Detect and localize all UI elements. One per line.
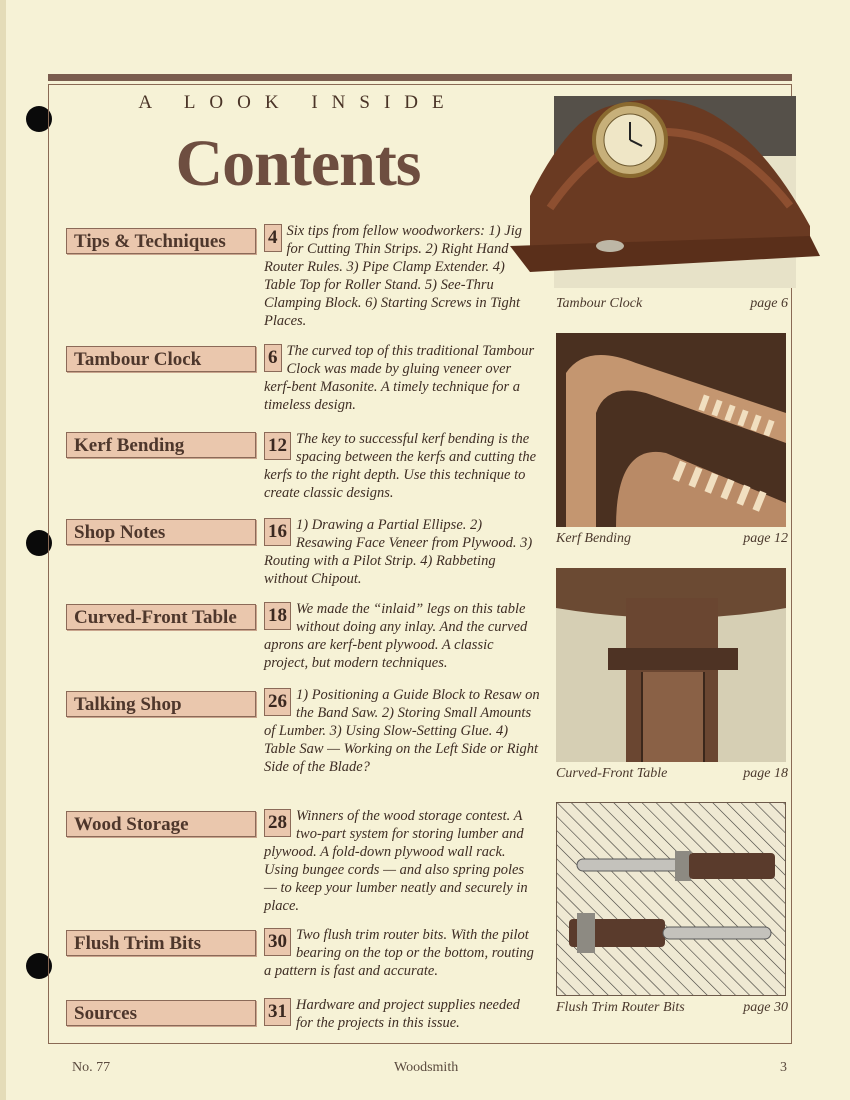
page-title: Contents: [175, 127, 421, 200]
entry-curved-front-table: [264, 600, 540, 672]
entry-sources: [264, 996, 540, 1032]
page-number-box[interactable]: 4: [264, 224, 282, 252]
section-label-flush-trim-bits[interactable]: Flush Trim Bits: [66, 930, 256, 956]
page-number-box[interactable]: 16: [264, 518, 291, 546]
tambour-clock-photo: [510, 96, 820, 288]
entry-description: Two flush trim router bits. With the pilot bearing on the top or the bottom, routing a pattern is fast and accurate.: [264, 927, 534, 979]
flush-trim-bits-photo: [556, 802, 786, 996]
entry-flush-trim-bits: [264, 926, 540, 980]
entry-description: 1) Positioning a Guide Block to Resaw on the Band Saw. 2) Storing Small Amounts of Lumber. 3) Using Slow-Setting Glue. 4) Table Saw — Working on the Left Side or Right Side of the Blade?: [264, 687, 540, 775]
section-label-talking-shop[interactable]: Talking Shop: [66, 691, 256, 717]
issue-number: No. 77: [72, 1060, 111, 1075]
caption-page[interactable]: page 30: [743, 1000, 788, 1015]
section-label-shop-notes[interactable]: Shop Notes: [66, 519, 256, 545]
caption-kerf-bending: [556, 531, 788, 547]
caption-tambour-clock: [556, 296, 788, 312]
entry-wood-storage: [264, 807, 540, 915]
section-label-wood-storage[interactable]: Wood Storage: [66, 811, 256, 837]
caption-text: Kerf Bending: [556, 531, 632, 546]
section-label-sources[interactable]: Sources: [66, 1000, 256, 1026]
page-number-box[interactable]: 31: [264, 998, 291, 1026]
entry-description: The curved top of this traditional Tambour Clock was made by gluing veneer over kerf-bent Masonite. A timely technique for a timeless design.: [264, 343, 535, 413]
caption-page[interactable]: page 18: [743, 766, 788, 781]
entry-shop-notes: [264, 516, 540, 588]
caption-text: Flush Trim Router Bits: [556, 1000, 685, 1015]
entry-kerf-bending: [264, 430, 540, 502]
caption-page[interactable]: page 6: [750, 296, 788, 311]
top-rule: [48, 74, 792, 81]
entry-description: We made the “inlaid” legs on this table without doing any inlay. And the curved aprons are kerf-bent plywood. A classic project, but modern techniques.: [264, 601, 528, 671]
curved-front-table-photo: [556, 568, 786, 762]
caption-text: Curved-Front Table: [556, 766, 668, 781]
entry-tambour-clock: [264, 342, 540, 414]
section-label-curved-front-table[interactable]: Curved-Front Table: [66, 604, 256, 630]
section-label-tambour-clock[interactable]: Tambour Clock: [66, 346, 256, 372]
caption-page[interactable]: page 12: [743, 531, 788, 546]
caption-text: Tambour Clock: [556, 296, 643, 311]
entry-description: Six tips from fellow woodworkers: 1) Jig for Cutting Thin Strips. 2) Right Hand Router Rules. 3) Pipe Clamp Extender. 4) Table Top for Roller Stand. 5) See-Thru Clamping Block. 6) Starting Screws in Tight Places.: [264, 223, 522, 329]
caption-curved-front-table: [556, 766, 788, 782]
entry-description: Winners of the wood storage contest. A two-part system for storing lumber and plywood. A fold-down plywood wall rack. Using bungee cords — and also spring poles — to keep your lumber neatly and securely in place.: [264, 808, 528, 914]
magazine-name: Woodsmith: [394, 1060, 459, 1075]
page-number-box[interactable]: 30: [264, 928, 291, 956]
page-number-box[interactable]: 18: [264, 602, 291, 630]
entry-description: Hardware and project supplies needed for the projects in this issue.: [296, 997, 520, 1031]
kerf-bending-photo: [556, 333, 786, 527]
page-number: 3: [780, 1060, 787, 1075]
entry-talking-shop: [264, 686, 540, 776]
page-number-box[interactable]: 28: [264, 809, 291, 837]
entry-description: 1) Drawing a Partial Ellipse. 2) Resawing Face Veneer from Plywood. 3) Routing with a Pilot Strip. 4) Rabbeting without Chipout.: [264, 517, 533, 587]
page-edge: [0, 0, 6, 1100]
page-number-box[interactable]: 12: [264, 432, 291, 460]
section-label-tips[interactable]: Tips & Techniques: [66, 228, 256, 254]
entry-tips: [264, 222, 540, 330]
section-kicker: A LOOK INSIDE: [138, 92, 458, 113]
caption-flush-trim-bits: [556, 1000, 788, 1016]
section-label-kerf-bending[interactable]: Kerf Bending: [66, 432, 256, 458]
page-number-box[interactable]: 6: [264, 344, 282, 372]
entry-description: The key to successful kerf bending is the spacing between the kerfs and cutting the kerfs to the right depth. Use this technique to create classic designs.: [264, 431, 537, 501]
page-number-box[interactable]: 26: [264, 688, 291, 716]
